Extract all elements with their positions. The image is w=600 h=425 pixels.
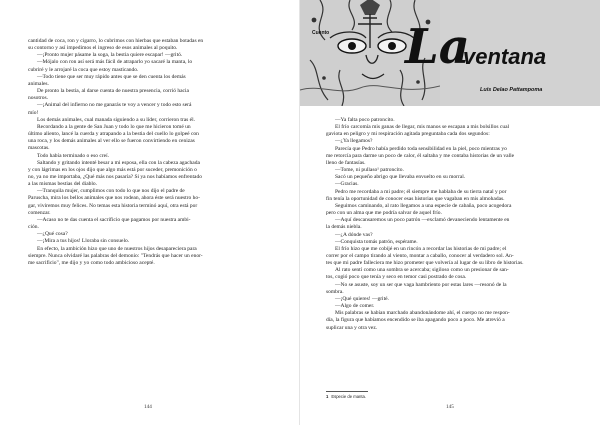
text-line: no, ya no me importaba, ¿Qué más nos pasaría? Si ya nos habíamos enfrentado xyxy=(28,173,202,180)
text-line: Saltando y gritando intenté besar a mi esposa, ella con la cabeza agachada xyxy=(37,159,200,166)
footnote-rule xyxy=(326,391,368,392)
text-line: día, la figura que habíamos encendido se iba apagando poco a poco. Me atrevió a xyxy=(326,317,505,324)
text-line: gaviota en peligro y mi respiración agitada preguntaba cada dos segundos: xyxy=(326,131,490,138)
page-number-right: 145 xyxy=(446,404,454,410)
text-line: suplicar una y otra vez. xyxy=(326,324,378,331)
text-line: cubriré y le arrojaré la coca que estoy masticando. xyxy=(28,66,139,73)
text-line: Todo había terminado o eso creí. xyxy=(37,152,110,159)
text-line: El frío carcomía mis ganas de llegar, mis manos se escapan a mis bolsillos cual xyxy=(335,124,510,131)
footnote-marker: 1 xyxy=(326,394,329,399)
text-line: cantidad de coca, ron y cigarro, lo cubrimos con hierbas que estaban botadas en xyxy=(28,38,204,44)
text-line: correr por el campo tirando al viento, montar a caballo, conocer al verdadero sol. An- xyxy=(326,252,514,259)
text-line: —¿Ya llegamos? xyxy=(335,138,373,145)
text-line: Pedro me recordaba a mi padre; él siempre me hablaba de su tierra natal y por xyxy=(335,188,507,195)
text-line: la demás niebla. xyxy=(326,224,362,231)
text-line: En efecto, la ambición hizo que uno de nuestros hijos desapareciera para xyxy=(37,245,197,252)
text-line: —Tome, ni pullaso¹ patroncito. xyxy=(335,167,404,174)
text-line: —Tranquila mujer, cumplimos con todo lo que nos dijo el padre de xyxy=(37,188,185,195)
text-line: su contorno y así impedimos el ingreso de esos animales al poquito. xyxy=(28,45,178,52)
text-line: De pronto la bestia, al darse cuenta de nuestra presencia, corrió hacia xyxy=(37,88,189,95)
text-line: una roca, y los demás animales al ver ello se fueron convirtiendo en cenizas xyxy=(28,138,195,145)
text-line: Sacó un pequeño abrigo que llevaba envuelto en su morral. xyxy=(335,174,466,181)
story-title xyxy=(405,19,595,75)
text-line: —Algo de comer. xyxy=(335,303,375,310)
text-line: siempre. Nunca olvidaré las palabras del demonio: "Tendrás que hacer un enor- xyxy=(28,252,203,259)
text-line: pero con un alma que me podría salvar de aquel frío. xyxy=(326,210,442,217)
right-page-body xyxy=(326,117,572,332)
footnote-text: Especie de manta. xyxy=(331,394,367,399)
text-line: lleno de fantasías. xyxy=(326,159,366,166)
text-line: nosotros. xyxy=(28,95,49,102)
text-line: —Ya falta poco patroncito. xyxy=(335,117,395,123)
text-line: —¡Qué quieres! —grité. xyxy=(335,295,389,302)
page-number-left: 144 xyxy=(144,404,152,410)
text-line: —No se asuste, soy un ser que vaga hambriento por estas lares —resonó de la xyxy=(335,281,507,288)
text-line: Los demás animales, cual manada siguiendo a su líder, corrieron tras él. xyxy=(37,116,196,123)
left-page-body xyxy=(28,38,274,267)
text-line: Paruscha, mira los bellos animales que nos rodean, ahora éste será nuestro ho- xyxy=(28,195,200,202)
text-line: sombra. xyxy=(326,288,344,295)
text-line: me retorcía para darme un poco de calor, él saltaba y me contaba historias de un valle xyxy=(326,152,515,159)
text-line: El frío hizo que me cobijé en un rincón a recordar las historias de mi padre; el xyxy=(335,245,507,252)
text-line: y con lágrimas en los ojos dijo que algo más está por suceder, premonición o xyxy=(28,166,197,173)
text-line: Parecía que Pedro había perdido toda sensibilidad en la piel, poco mientras yo xyxy=(335,145,507,152)
section-label: Cuento xyxy=(312,30,330,36)
text-line: Mis palabras se habían marchado abandonándome ahí, el cuerpo no me respon- xyxy=(335,310,510,317)
text-line: Seguimos caminando, al rato llegamos a una especie de cabaña, poco acogedora xyxy=(335,202,512,209)
text-line: —Todo tiene que ser muy rápido antes que se den cuenta los demás xyxy=(37,73,186,80)
text-line: fin tenía la oportunidad de conocer esas historias que vagaban en mis almohadas. xyxy=(326,195,505,202)
text-line: —¡Mira a tus hijos! Llorabа sin consuelo. xyxy=(37,238,130,245)
text-line: Recordando a la gente de San Juan y todo lo que me hicieron tomé un xyxy=(37,123,191,130)
author-name: Luis Delao Pattampoma xyxy=(480,87,543,93)
text-line: comenzar. xyxy=(28,209,51,216)
text-line: mío! xyxy=(28,109,39,116)
story-title-secondary: ventana xyxy=(463,44,547,69)
text-line: Al rato sentí como una sombra se acercaba; sigiloso como un presionar de san- xyxy=(335,267,509,274)
text-line: —Aquí descansaremos un poco patrón —exclamó devaneciendo lentamente en xyxy=(335,217,510,224)
text-line: tes que mi padre falleciera me hizo prometer que volvería al lugar de su libro de historias. xyxy=(326,260,524,267)
text-line: —¿A dónde vas? xyxy=(335,231,373,238)
text-line: ción. xyxy=(28,224,39,231)
text-line: —Conquista tomás patrón, espérame. xyxy=(335,238,418,245)
text-line: —Mójalo con ron así será más fácil de atraparlo yo sacaré la manta, lo xyxy=(37,59,193,66)
text-line: gar, viviremos muy felices. No temas esta historia terminó aquí, otra está por xyxy=(28,202,198,209)
text-line: último aliento, lancé la cuerda y atrapando a la bestia del cuello lo golpeé con xyxy=(28,131,199,138)
text-line: —¡Pronto mujer pásame la soga, la bestia quiere escapar! —gritó. xyxy=(37,52,183,59)
text-line: —¿Qué cosa? xyxy=(37,231,68,238)
text-line: animales. xyxy=(28,80,49,87)
footnote xyxy=(326,394,366,399)
text-line: —¡Animal del infierno no me ganarás te voy a vencer y todo esto será xyxy=(37,102,192,109)
text-line: —Acaso no te das cuenta el sacrificio que pagamos por nuestra ambi- xyxy=(37,216,191,223)
text-line: mascotas. xyxy=(28,145,50,152)
story-title-main: La xyxy=(405,19,470,75)
text-line: —Gracias. xyxy=(335,181,359,188)
text-line: me sacrificio", me dijo y yo como todo ambicioso acepté. xyxy=(28,259,155,266)
text-line: tos, cogió poco que tenía y seco en temor casi postrado de cosa. xyxy=(326,274,467,281)
text-line: a las mismas bestias del diablo. xyxy=(28,181,98,188)
